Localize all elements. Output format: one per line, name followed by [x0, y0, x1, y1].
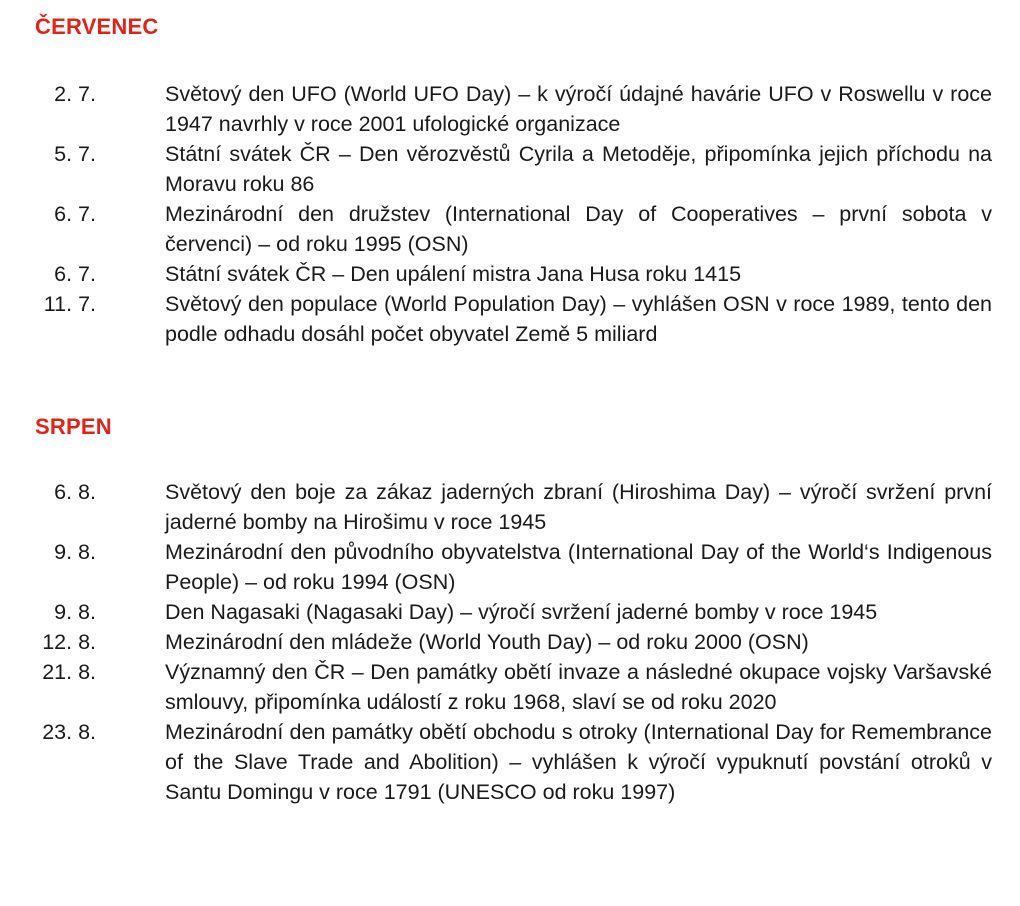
- entry-row: [0, 597, 1020, 627]
- entry-row: [0, 537, 1020, 597]
- entry-date: 23. 8.: [42, 720, 96, 744]
- entry-date: 12. 8.: [42, 630, 96, 654]
- entry-date: 21. 8.: [42, 660, 96, 684]
- entry-date: 11. 7.: [43, 292, 96, 316]
- entry-row: [0, 657, 1020, 717]
- entry-description: Státní svátek ČR – Den věrozvěstů Cyrila a Metoděje, připomínka jejich příchodu na Moravu roku 86: [165, 142, 992, 196]
- entry-description: Světový den boje za zákaz jaderných zbraní (Hiroshima Day) – výročí svržení první jaderné bomby na Hirošimu v roce 1945: [165, 480, 992, 534]
- entry-row: [0, 259, 1020, 289]
- entry-date: 9. 8.: [54, 600, 96, 624]
- entry-list-srpen: [0, 477, 1020, 807]
- entry-date: 2. 7.: [54, 82, 96, 106]
- entry-description: Státní svátek ČR – Den upálení mistra Jana Husa roku 1415: [165, 262, 742, 286]
- entry-description: Světový den populace (World Population Day) – vyhlášen OSN v roce 1989, tento den podle odhadu dosáhl počet obyvatel Země 5 miliard: [165, 292, 992, 346]
- entry-date: 6. 7.: [54, 202, 96, 226]
- entry-row: [0, 79, 1020, 139]
- entry-date: 6. 8.: [54, 480, 96, 504]
- entry-row: [0, 139, 1020, 199]
- entry-description: Významný den ČR – Den památky obětí invaze a následné okupace vojsky Varšavské smlouvy, připomínka událostí z roku 1968, slaví se od roku 2020: [165, 660, 992, 714]
- month-heading-cervenec: ČERVENEC: [35, 14, 159, 39]
- entry-description: Mezinárodní den družstev (International Day of Cooperatives – první sobota v červenci) – od roku 1995 (OSN): [165, 202, 992, 256]
- entry-list-cervenec: [0, 79, 1020, 349]
- entry-row: [0, 627, 1020, 657]
- entry-description: Mezinárodní den mládeže (World Youth Day) – od roku 2000 (OSN): [165, 630, 809, 654]
- month-heading-srpen: SRPEN: [35, 414, 112, 439]
- entry-description: Den Nagasaki (Nagasaki Day) – výročí svržení jaderné bomby v roce 1945: [165, 600, 878, 624]
- entry-row: [0, 289, 1020, 349]
- entry-date: 5. 7.: [54, 142, 96, 166]
- entry-date: 9. 8.: [54, 540, 96, 564]
- entry-row: [0, 477, 1020, 537]
- entry-row: [0, 199, 1020, 259]
- entry-description: Světový den UFO (World UFO Day) – k výročí údajné havárie UFO v Roswellu v roce 1947 navrhly v roce 2001 ufologické organizace: [165, 82, 992, 136]
- entry-description: Mezinárodní den původního obyvatelstva (International Day of the World‘s Indigenous People) – od roku 1994 (OSN): [165, 540, 992, 594]
- entry-description: Mezinárodní den památky obětí obchodu s otroky (International Day for Remembrance of the Slave Trade and Abolition) – vyhlášen k výročí vypuknutí povstání otroků v Santu Domingu v roce 1791 (UNESCO od roku 1997): [165, 720, 992, 804]
- entry-date: 6. 7.: [54, 262, 96, 286]
- entry-row: [0, 717, 1020, 807]
